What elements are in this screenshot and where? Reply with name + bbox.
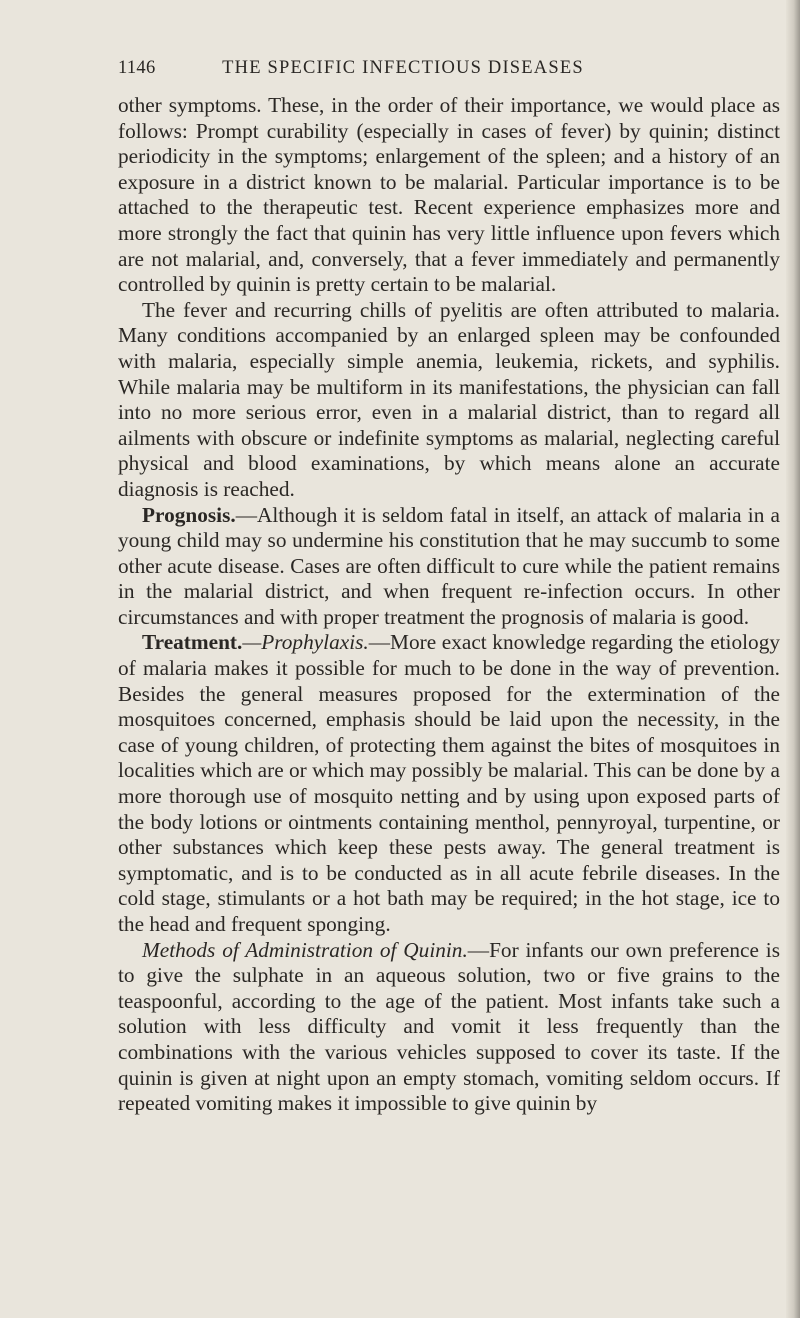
prognosis-text: —Although it is seldom fatal in itself, an attack of malaria in a young child may so undermine his constitution that he may succumb to some other acute disease. Cases are often difficult to cure while the patient remains in the malarial district, and when frequent re-infection occurs. In other circumstances and with proper treatment the prognosis of malaria is good. [118, 502, 780, 629]
running-title: THE SPECIFIC INFECTIOUS DISEASES [222, 58, 584, 78]
paragraph-methods [118, 938, 780, 1117]
treatment-text: —More exact knowledge regarding the etiology of malaria makes it possible for much to be done in the way of prevention. Besides the general measures proposed for the extermination of the mosquitoes concerned, emphasis should be laid upon the necessity, in the case of young children, of protecting them against the bites of mosquitoes in localities which are or which may possibly be malarial. This can be done by a more thorough use of mosquito netting and by using upon exposed parts of the body lotions or ointments containing menthol, pennyroyal, turpentine, or other substances which keep these pests away. The general treatment is symptomatic, and is to be conducted as in all acute febrile diseases. In the cold stage, stimulants or a hot bath may be required; in the hot stage, ice to the head and frequent sponging. [118, 630, 780, 936]
paragraph-diagnosis-continued: other symptoms. These, in the order of their importance, we would place as follows: Prompt curability (especially in cases of fever) by quinin; distinct periodicity in the symptoms; enlargement of the spleen; and a history of an exposure in a district known to be malarial. Particular importance is to be attached to the therapeutic test. Recent experience emphasizes more and more strongly the fact that quinin has very little influence upon fevers which are not malarial, and, conversely, that a fever immediately and permanently controlled by quinin is pretty certain to be malarial. [118, 93, 780, 297]
methods-heading: Methods of Administration of Quinin. [142, 937, 468, 962]
body-text [118, 93, 780, 1117]
prognosis-heading: Prognosis. [142, 502, 236, 527]
running-header [118, 58, 688, 82]
paragraph-prognosis [118, 503, 780, 631]
treatment-heading: Treatment. [142, 630, 243, 655]
page-edge-shadow [786, 0, 800, 1318]
methods-text: —For infants our own preference is to give the sulphate in an aqueous solution, two or five grains to the teaspoonful, according to the age of the patient. Most infants take such a solution with less difficulty and vomit it less frequently than the combinations with the various vehicles supposed to cover its taste. If the quinin is given at night upon an empty stomach, vomiting seldom occurs. If repeated vomiting makes it impossible to give quinin by [118, 937, 780, 1116]
paragraph-treatment [118, 630, 780, 937]
paragraph-differential: The fever and recurring chills of pyelitis are often attributed to malaria. Many conditions accompanied by an enlarged spleen may be confounded with malaria, especially simple anemia, leukemia, rickets, and syphilis. While malaria may be multiform in its manifestations, the physician can fall into no more serious error, even in a malarial district, than to regard all ailments with obscure or indefinite symptoms as malarial, neglecting careful physical and blood examinations, by which means alone an accurate diagnosis is reached. [118, 297, 780, 501]
page-number: 1146 [118, 58, 156, 78]
prophylaxis-subheading: —Prophylaxis. [242, 630, 369, 655]
